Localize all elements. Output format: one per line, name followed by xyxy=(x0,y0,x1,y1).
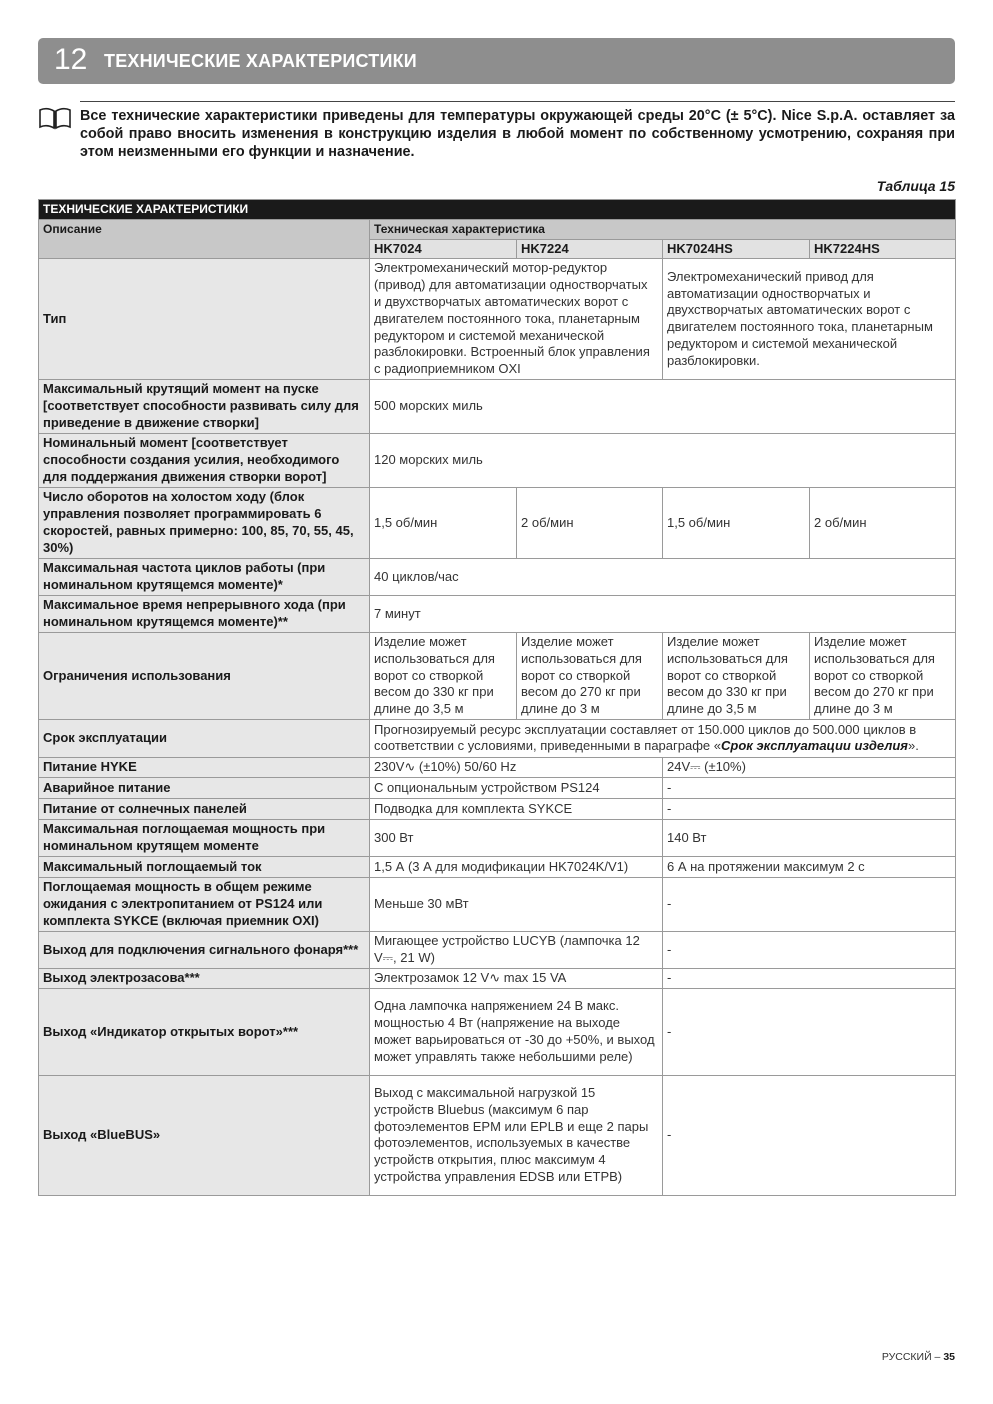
row-value: 2 об/мин xyxy=(517,487,663,558)
row-value: 40 циклов/час xyxy=(370,558,956,595)
row-value: Изделие может использоваться для ворот со створкой весом до 270 кг при длине до 3 м xyxy=(810,632,956,719)
table-row xyxy=(39,798,956,819)
model-hk7024: HK7024 xyxy=(370,239,517,259)
row-value: - xyxy=(663,1075,956,1195)
row-value: Электромеханический привод для автоматизации одностворчатых и двухстворчатых автоматических ворот с двигателем постоянного тока, планетарным редуктором и системой механической разблокировки. xyxy=(663,259,956,380)
row-value: 2 об/мин xyxy=(810,487,956,558)
row-value: 1,5 об/мин xyxy=(663,487,810,558)
row-value: 6 А на протяжении максимум 2 с xyxy=(663,856,956,877)
row-value xyxy=(370,719,956,757)
row-label: Выход «Индикатор открытых ворот»*** xyxy=(39,988,370,1075)
row-label: Максимальная частота циклов работы (при номинальном крутящемся моменте)* xyxy=(39,558,370,595)
row-value: 140 Вт xyxy=(663,819,956,856)
row-value: Подводка для комплекта SYKCE xyxy=(370,798,663,819)
row-label: Максимальная поглощаемая мощность при номинальном крутящем моменте xyxy=(39,819,370,856)
model-hk7224: HK7224 xyxy=(517,239,663,259)
table-row xyxy=(39,433,956,487)
book-icon xyxy=(38,107,72,131)
table-row xyxy=(39,931,956,968)
lifetime-text-end: ». xyxy=(907,738,919,754)
row-value: Изделие может использоваться для ворот со створкой весом до 330 кг при длине до 3,5 м xyxy=(370,632,517,719)
row-value: 1,5 об/мин xyxy=(370,487,517,558)
row-label: Выход «BlueBUS» xyxy=(39,1075,370,1195)
table-row xyxy=(39,757,956,777)
table-row xyxy=(39,595,956,632)
row-label: Максимальный крутящий момент на пуске [соответствует способности развивать силу для приведение в движение створки] xyxy=(39,379,370,433)
col-description: Описание xyxy=(39,219,370,259)
table-header-row xyxy=(39,219,956,239)
row-value: - xyxy=(663,798,956,819)
row-value: Электромеханический мотор-редуктор (привод) для автоматизации одностворчатых и двухстворчатых автоматических ворот с двигателем постоянного тока, планетарным редуктором и системой механической разблокировки. Встроенный блок управления с радиоприемником OXI xyxy=(370,259,663,380)
spec-table xyxy=(38,199,956,1196)
table-row xyxy=(39,379,956,433)
row-label: Тип xyxy=(39,259,370,380)
table-row xyxy=(39,487,956,558)
row-label: Поглощаемая мощность в общем режиме ожидания с электропитанием от PS124 или комплекта SYKCE (включая приемник OXI) xyxy=(39,877,370,931)
row-value: 24V⎓ (±10%) xyxy=(663,757,956,777)
footer-language: РУССКИЙ – xyxy=(881,1351,944,1363)
note-text: Все технические характеристики приведены для температуры окружающей среды 20°C (± 5°C). Nice S.p.A. оставляет за собой право вносить изменения в конструкцию изделия в любой момент по собственному усмотрению, сохраняя при этом неизменными его функции и назначение. xyxy=(80,108,955,160)
row-label: Выход для подключения сигнального фонаря*** xyxy=(39,931,370,968)
row-label: Максимальное время непрерывного хода (при номинальном крутящемся моменте)** xyxy=(39,595,370,632)
table-row xyxy=(39,968,956,988)
section-number: 12 xyxy=(54,43,88,76)
row-label: Аварийное питание xyxy=(39,777,370,798)
row-value: Электрозамок 12 V∿ max 15 VA xyxy=(370,968,663,988)
model-hk7024hs: HK7024HS xyxy=(663,239,810,259)
model-hk7224hs: HK7224HS xyxy=(810,239,956,259)
table-row xyxy=(39,259,956,380)
row-value: Выход с максимальной нагрузкой 15 устройств Bluebus (максимум 6 пар фотоэлементов EPM или EPLB и еще 2 пары фотоэлементов, используемых в качестве устройств открытия, плюс максимум 4 устройства управления EDSB или ETPB) xyxy=(370,1075,663,1195)
table-row xyxy=(39,558,956,595)
row-value: - xyxy=(663,931,956,968)
table-title-row xyxy=(39,200,956,220)
table-row xyxy=(39,988,956,1075)
row-value: 300 Вт xyxy=(370,819,663,856)
row-value: - xyxy=(663,988,956,1075)
row-value: С опциональным устройством PS124 xyxy=(370,777,663,798)
row-value: Изделие может использоваться для ворот со створкой весом до 330 кг при длине до 3,5 м xyxy=(663,632,810,719)
col-characteristic: Техническая характеристика xyxy=(370,219,956,239)
row-value: 1,5 А (3 А для модификации HK7024K/V1) xyxy=(370,856,663,877)
table-row xyxy=(39,856,956,877)
row-value: 120 морских миль xyxy=(370,433,956,487)
section-header xyxy=(38,38,955,84)
table-row xyxy=(39,819,956,856)
row-label: Число оборотов на холостом ходу (блок управления позволяет программировать 6 скоростей, равных примерно: 100, 85, 70, 55, 45, 30%) xyxy=(39,487,370,558)
row-value: - xyxy=(663,877,956,931)
row-value: - xyxy=(663,968,956,988)
row-label: Выход электрозасова*** xyxy=(39,968,370,988)
section-title: ТЕХНИЧЕСКИЕ ХАРАКТЕРИСТИКИ xyxy=(104,51,417,71)
row-value: - xyxy=(663,777,956,798)
row-label: Номинальный момент [соответствует способности создания усилия, необходимого для поддержания движения створки ворот] xyxy=(39,433,370,487)
row-label: Максимальный поглощаемый ток xyxy=(39,856,370,877)
row-label: Срок эксплуатации xyxy=(39,719,370,757)
row-value: 7 минут xyxy=(370,595,956,632)
row-label: Ограничения использования xyxy=(39,632,370,719)
note-divider xyxy=(80,101,955,102)
row-value: Меньше 30 мВт xyxy=(370,877,663,931)
table-title: ТЕХНИЧЕСКИЕ ХАРАКТЕРИСТИКИ xyxy=(39,200,956,220)
lifetime-reference: Срок эксплуатации изделия xyxy=(720,738,908,754)
page-number: 35 xyxy=(943,1351,955,1363)
table-row xyxy=(39,777,956,798)
page-footer xyxy=(882,1351,955,1363)
row-value: Одна лампочка напряжением 24 В макс. мощностью 4 Вт (напряжение на выходе может варьироваться от -30 до +50%, и выход может управлять также небольшими реле) xyxy=(370,988,663,1075)
row-value: 230V∿ (±10%) 50/60 Hz xyxy=(370,757,663,777)
table-row xyxy=(39,719,956,757)
lifetime-text: Прогнозируемый ресурс эксплуатации составляет от 150.000 циклов до 500.000 циклов в соответствии с условиями, приведенными в параграфе « xyxy=(374,721,917,754)
row-label: Питание от солнечных панелей xyxy=(39,798,370,819)
row-value: Мигающее устройство LUCYB (лампочка 12 V⎓, 21 W) xyxy=(370,931,663,968)
row-value: 500 морских миль xyxy=(370,379,956,433)
row-label: Питание HYKE xyxy=(39,757,370,777)
row-value: Изделие может использоваться для ворот со створкой весом до 270 кг при длине до 3 м xyxy=(517,632,663,719)
table-row xyxy=(39,632,956,719)
table-row xyxy=(39,1075,956,1195)
table-row xyxy=(39,877,956,931)
table-caption: Таблица 15 xyxy=(876,178,955,194)
